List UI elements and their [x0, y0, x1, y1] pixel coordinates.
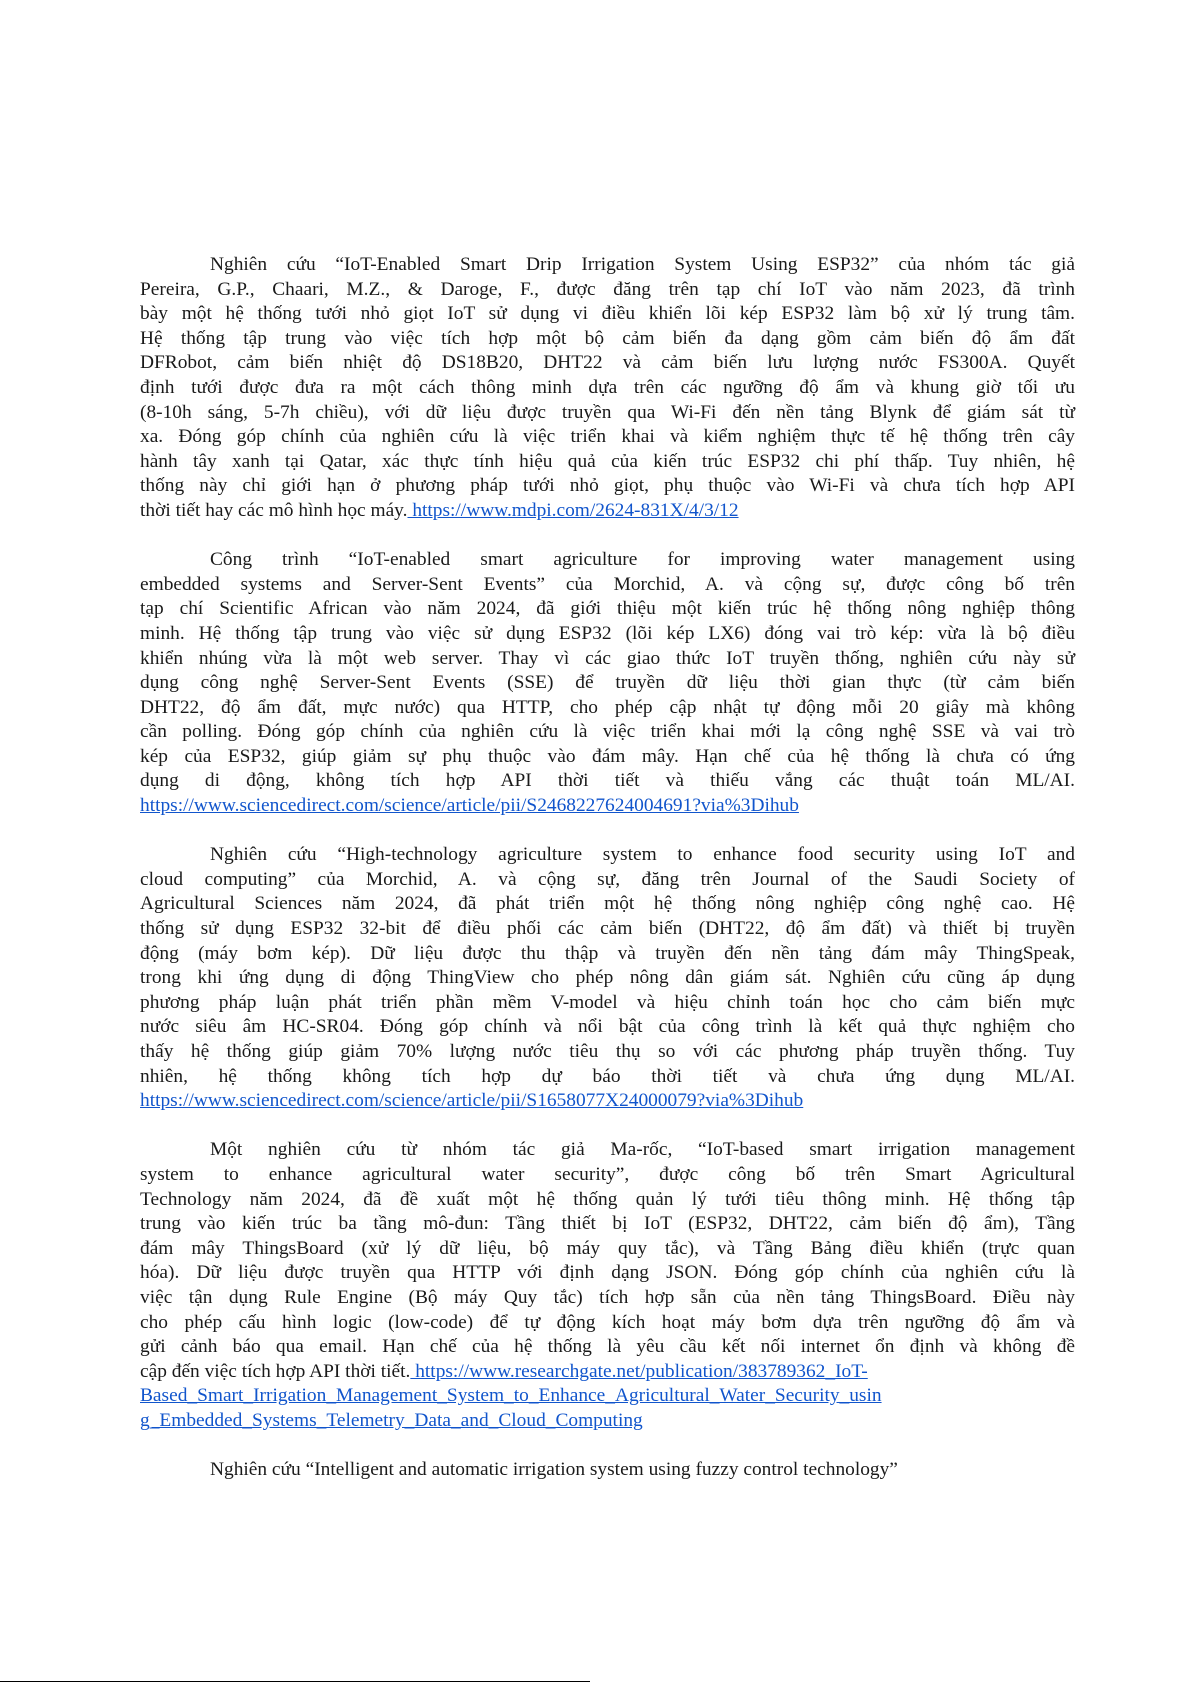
text-line: embedded systems and Server-Sent Events” của Morchid, A. và cộng sự, được công bố trên — [140, 573, 1075, 595]
text-line: Technology năm 2024, đã đề xuất một hệ thống quản lý tưới tiêu thông minh. Hệ thống tập — [140, 1188, 1075, 1210]
text-line — [140, 1409, 1075, 1434]
reference-link[interactable]: Based_Smart_Irrigation_Management_System_to_Enhance_Agricultural_Water_Security_usin — [140, 1385, 882, 1407]
paragraph — [140, 1138, 1075, 1433]
paragraph — [140, 253, 1075, 524]
text-line: dụng di động, không tích hợp API thời tiết và thiếu vắng các thuật toán ML/AI. — [140, 770, 1075, 792]
paragraph — [140, 548, 1075, 819]
text-line: Hệ thống tập trung vào việc tích hợp một bộ cảm biến đa dạng gồm cảm biến độ ẩm đất — [140, 327, 1075, 349]
reference-link[interactable]: https://www.sciencedirect.com/science/article/pii/S2468227624004691?via%3Dihub — [140, 795, 799, 817]
text-line: hành tây xanh tại Qatar, xác thực tính hiệu quả của kiến trúc ESP32 chi phí thấp. Tuy nhiên, hệ — [140, 450, 1075, 472]
text-line: minh. Hệ thống tập trung vào việc sử dụng ESP32 (lõi kép LX6) đóng vai trò kép: vừa là bộ điều — [140, 622, 1075, 644]
text-line: nước siêu âm HC-SR04. Đóng góp chính và nổi bật của công trình là kết quả thực nghiệm cho — [140, 1016, 1075, 1038]
reference-link[interactable]: https://www.researchgate.net/publication/383789362_IoT- — [410, 1360, 868, 1382]
text-line: Pereira, G.P., Chaari, M.Z., & Daroge, F., được đăng trên tạp chí IoT vào năm 2023, đã trình — [140, 278, 1075, 300]
text-line: Một nghiên cứu từ nhóm tác giả Ma-rốc, “IoT-based smart irrigation management — [210, 1139, 1075, 1161]
text-line: system to enhance agricultural water security”, được công bố trên Smart Agricultural — [140, 1163, 1075, 1185]
text-line: hóa). Dữ liệu được truyền qua HTTP với định dạng JSON. Đóng góp chính của nghiên cứu là — [140, 1262, 1075, 1284]
text-line: định tưới được đưa ra một cách thông minh dựa trên các ngưỡng độ ẩm và khung giờ tối ưu — [140, 376, 1075, 398]
text-line: Nghiên cứu “IoT-Enabled Smart Drip Irrigation System Using ESP32” của nhóm tác giả — [210, 254, 1075, 275]
text-line: tạp chí Scientific African vào năm 2024, đã giới thiệu một kiến trúc hệ thống nông nghiệp thông — [140, 598, 1075, 620]
text-line: cloud computing” của Morchid, A. và cộng sự, đăng trên Journal of the Saudi Society of — [140, 868, 1075, 890]
text-line: trung vào kiến trúc ba tầng mô-đun: Tầng thiết bị IoT (ESP32, DHT22, cảm biến độ ẩm), Tầng — [140, 1213, 1075, 1235]
text-line: DFRobot, cảm biến nhiệt độ DS18B20, DHT22 và cảm biến lưu lượng nước FS300A. Quyết — [140, 352, 1075, 374]
text-line — [140, 1360, 1075, 1385]
text-line: bày một hệ thống tưới nhỏ giọt IoT sử dụng vi điều khiển lõi kép ESP32 làm bộ xử lý trung tâm. — [140, 303, 1075, 325]
text-line: Công trình “IoT-enabled smart agriculture for improving water management using — [210, 549, 1075, 571]
text-line — [140, 1089, 1075, 1114]
text-line: Nghiên cứu “Intelligent and automatic irrigation system using fuzzy control technology” — [210, 1459, 898, 1481]
reference-link[interactable]: https://www.mdpi.com/2624-831X/4/3/12 — [407, 499, 739, 521]
text-line: thống sử dụng ESP32 32-bit để điều phối các cảm biến (DHT22, độ ẩm đất) và thiết bị truyền — [140, 918, 1075, 940]
text-line: gửi cảnh báo qua email. Hạn chế của hệ thống là yêu cầu kết nối internet ổn định và không đề — [140, 1336, 1075, 1358]
text-line: Nghiên cứu “High-technology agriculture system to enhance food security using IoT and — [210, 844, 1075, 866]
text-line — [140, 499, 1075, 524]
text-line: kép của ESP32, giúp giảm sự phụ thuộc vào đám mây. Hạn chế của hệ thống là chưa có ứng — [140, 745, 1075, 767]
text-line: nhiên, hệ thống không tích hợp dự báo thời tiết và chưa ứng dụng ML/AI. — [140, 1065, 1075, 1087]
body-text — [140, 253, 1075, 1507]
text-line: DHT22, độ ẩm đất, mực nước) qua HTTP, cho phép cập nhật tự động mỗi 20 giây mà không — [140, 696, 1075, 718]
reference-link[interactable]: g_Embedded_Systems_Telemetry_Data_and_Cloud_Computing — [140, 1409, 643, 1431]
text-line — [140, 794, 1075, 819]
text-line: khiển nhúng vừa là một web server. Thay vì các giao thức IoT truyền thống, nghiên cứu này sử — [140, 647, 1075, 669]
text-line — [140, 1384, 1075, 1409]
text-fragment: thời tiết hay các mô hình học máy. — [140, 499, 408, 521]
text-line: cho phép cấu hình logic (low-code) để tự động kích hoạt máy bơm dựa trên ngưỡng độ ẩm và — [140, 1311, 1075, 1333]
reference-link[interactable]: https://www.sciencedirect.com/science/article/pii/S1658077X24000079?via%3Dihub — [140, 1090, 804, 1112]
text-line: đám mây ThingsBoard (xử lý dữ liệu, bộ máy quy tắc), và Tầng Bảng điều khiển (trực quan — [140, 1237, 1075, 1259]
text-fragment: cập đến việc tích hợp API thời tiết. — [140, 1360, 411, 1382]
text-line: thống này chỉ giới hạn ở phương pháp tưới nhỏ giọt, phụ thuộc vào Wi-Fi và chưa tích hợp API — [140, 475, 1075, 497]
text-line: phương pháp luận phát triển phần mềm V-model và hiệu chỉnh toán học cho cảm biến mực — [140, 991, 1075, 1013]
text-line: Agricultural Sciences năm 2024, đã phát triển một hệ thống nông nghiệp công nghệ cao. Hệ — [140, 893, 1075, 915]
text-line: việc tận dụng Rule Engine (Bộ máy Quy tắc) tích hợp sẵn của nền tảng ThingsBoard. Điều này — [140, 1286, 1075, 1308]
text-line: thấy hệ thống giúp giảm 70% lượng nước tiêu thụ so với các phương pháp truyền thống. Tuy — [140, 1041, 1075, 1062]
text-line: xa. Đóng góp chính của nghiên cứu là việc triển khai và kiểm nghiệm thực tế hệ thống trên cây — [140, 426, 1075, 448]
text-line: cần polling. Đóng góp chính của nghiên cứu là việc triển khai mới lạ công nghệ SSE và vai trò — [140, 721, 1075, 743]
paragraph — [140, 1458, 1075, 1483]
text-line: trong khi ứng dụng di động ThingView cho phép nông dân giám sát. Nghiên cứu cũng áp dụng — [140, 967, 1075, 989]
text-line: (8-10h sáng, 5-7h chiều), với dữ liệu được truyền qua Wi-Fi đến nền tảng Blynk để giám sát từ — [140, 401, 1075, 423]
text-line: động (máy bơm kép). Dữ liệu được thu thập và truyền đến nền tảng đám mây ThingSpeak, — [140, 942, 1075, 964]
paragraph — [140, 843, 1075, 1114]
footnote-separator — [0, 1681, 590, 1682]
text-line: dụng công nghệ Server-Sent Events (SSE) để truyền dữ liệu thời gian thực (từ cảm biến — [140, 672, 1075, 694]
